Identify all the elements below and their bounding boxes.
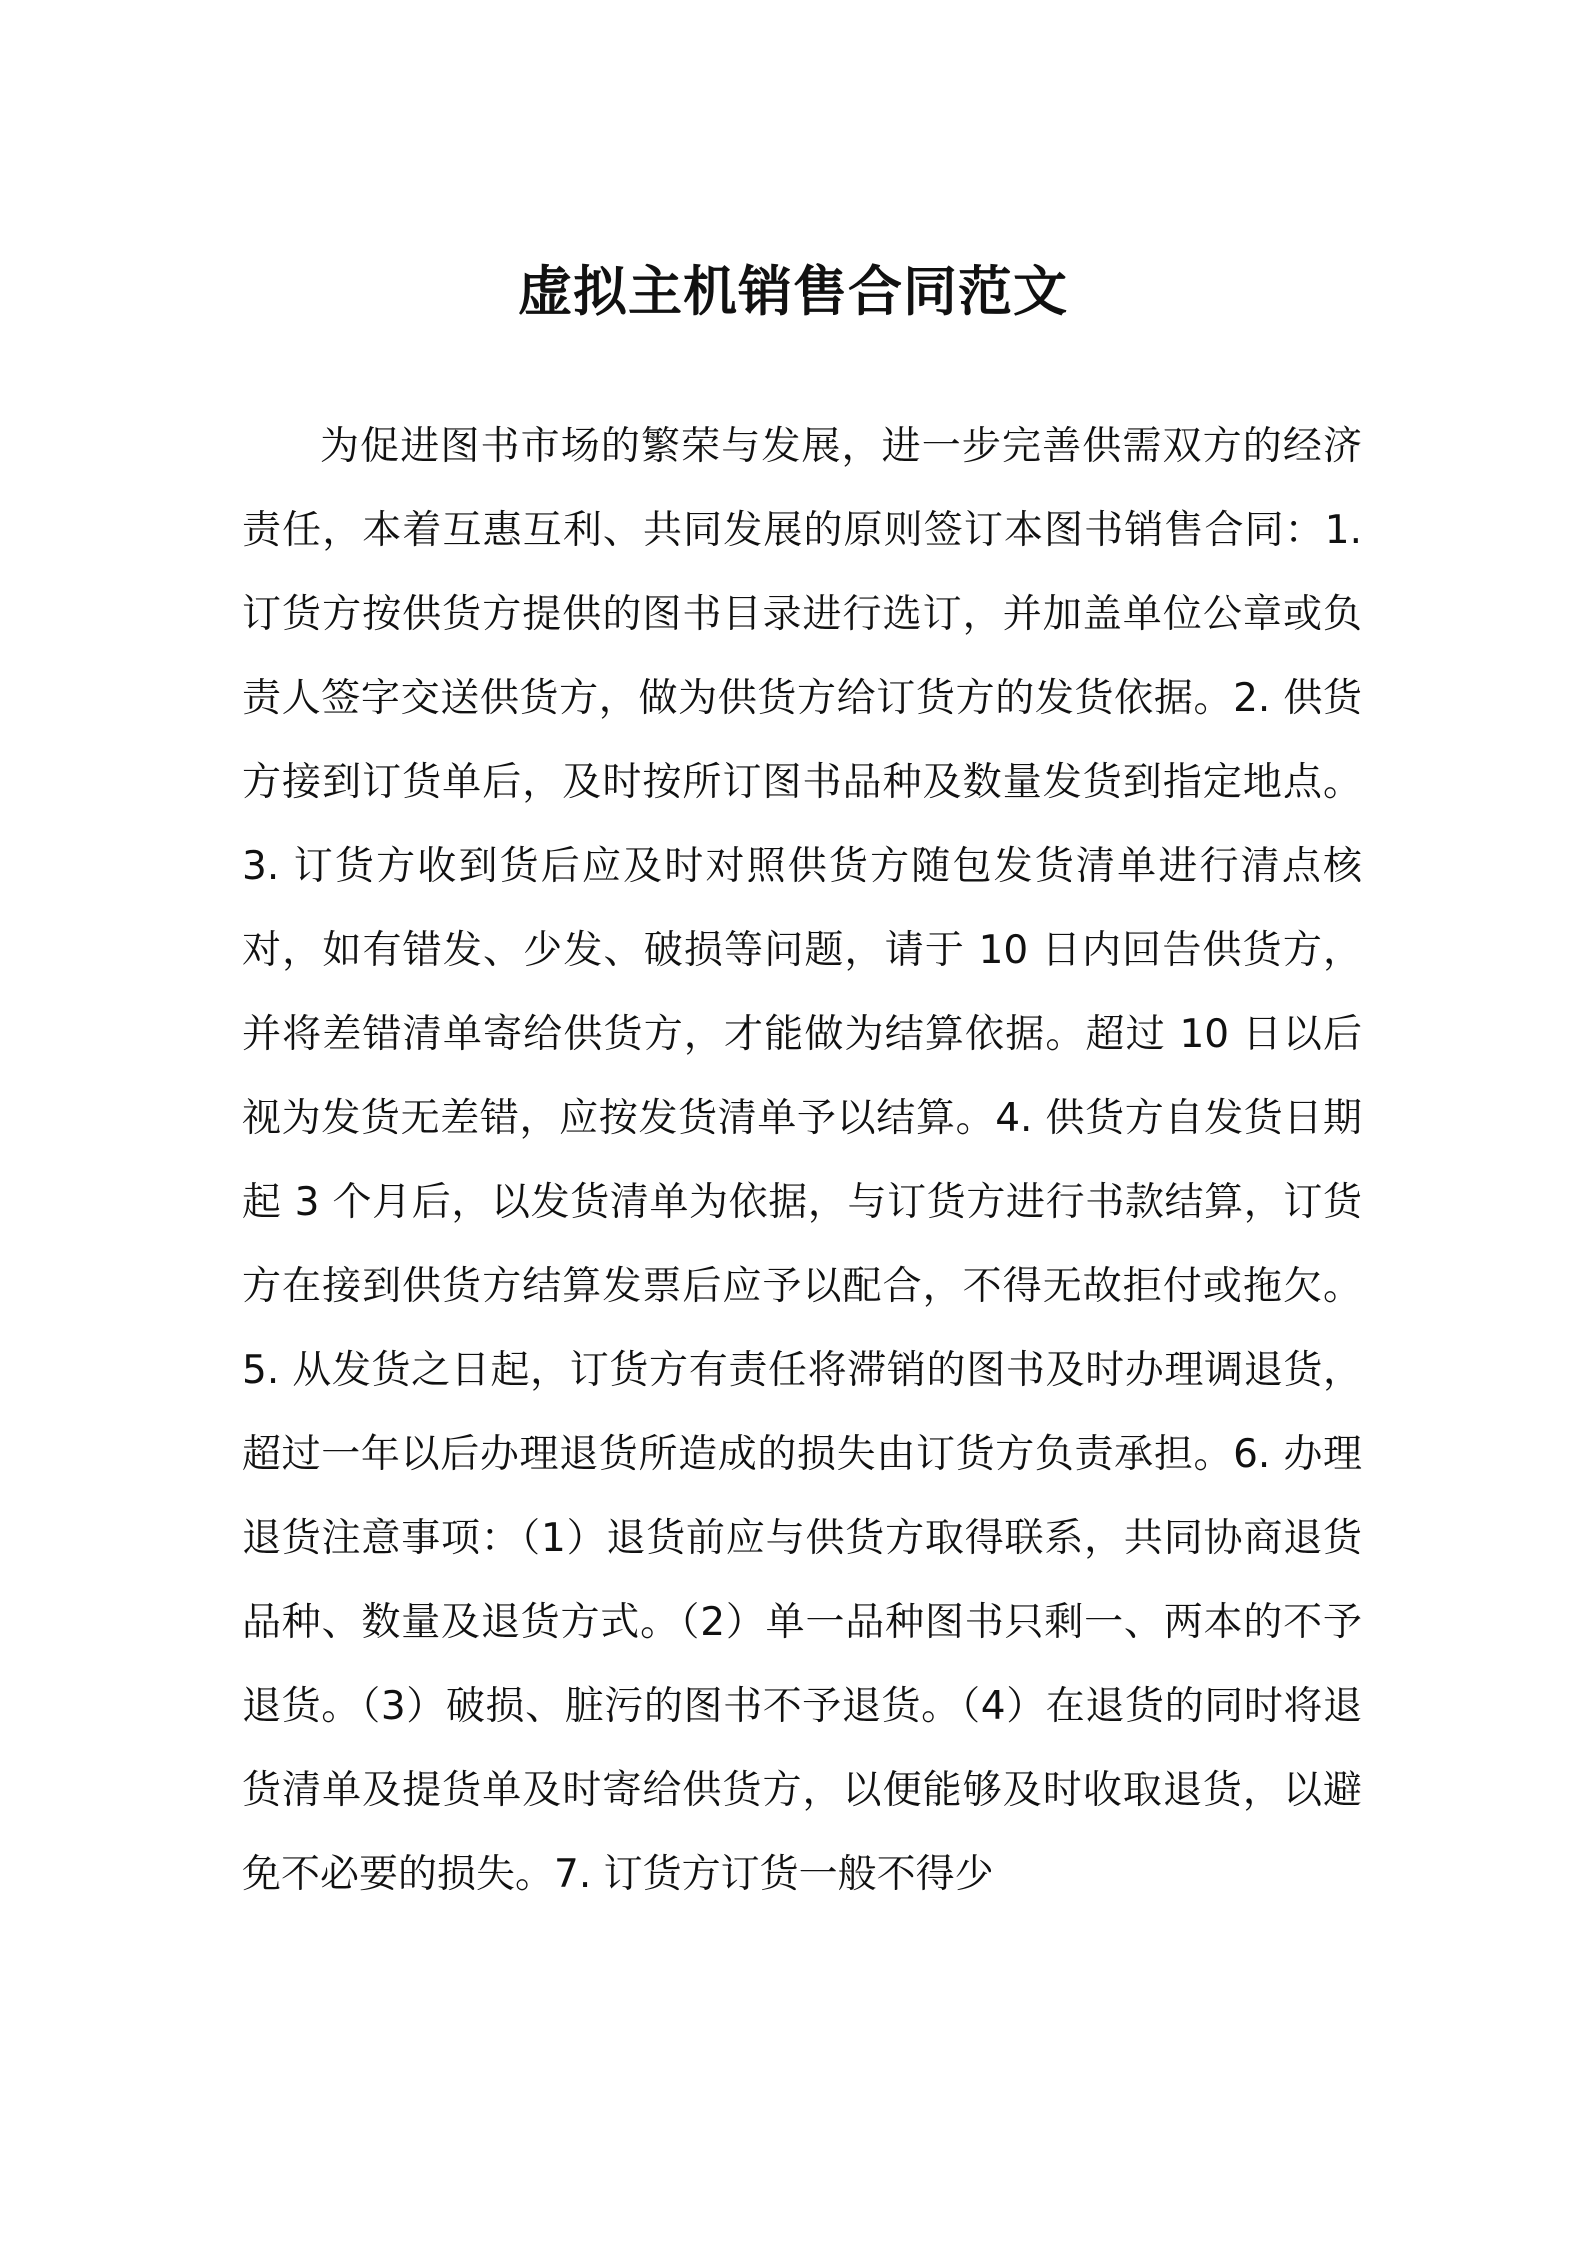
document-body-paragraph: 为促进图书市场的繁荣与发展，进一步完善供需双方的经济责任，本着互惠互利、共同发展的原则签订本图书销售合同：1. 订货方按供货方提供的图书目录进行选订，并加盖单位公章或负责人签字交送供货方，做为供货方给订货方的发货依据。2. 供货方接到订货单后，及时按所订图书品种及数量发货到指定地点。3. 订货方收到货后应及时对照供货方随包发货清单进行清点核对，如有错发、少发、破损等问题，请于 10 日内回告供货方，并将差错清单寄给供货方，才能做为结算依据。超过 10 日以后视为发货无差错，应按发货清单予以结算。4. 供货方自发货日期起 3 个月后，以发货清单为依据，与订货方进行书款结算，订货方在接到供货方结算发票后应予以配合，不得无故拒付或拖欠。5. 从发货之日起，订货方有责任将滞销的图书及时办理调退货，超过一年以后办理退货所造成的损失由订货方负责承担。6. 办理退货注意事项：（1）退货前应与供货方取得联系，共同协商退货品种、数量及退货方式。（2）单一品种图书只剩一、两本的不予退货。（3）破损、脏污的图书不予退货。（4）在退货的同时将退货清单及提货单及时寄给供货方，以便能够及时收取退货，以避免不必要的损失。7. 订货方订货一般不得少 [242, 424, 1362, 1897]
document-title: 虚拟主机销售合同范文 [518, 260, 1068, 323]
